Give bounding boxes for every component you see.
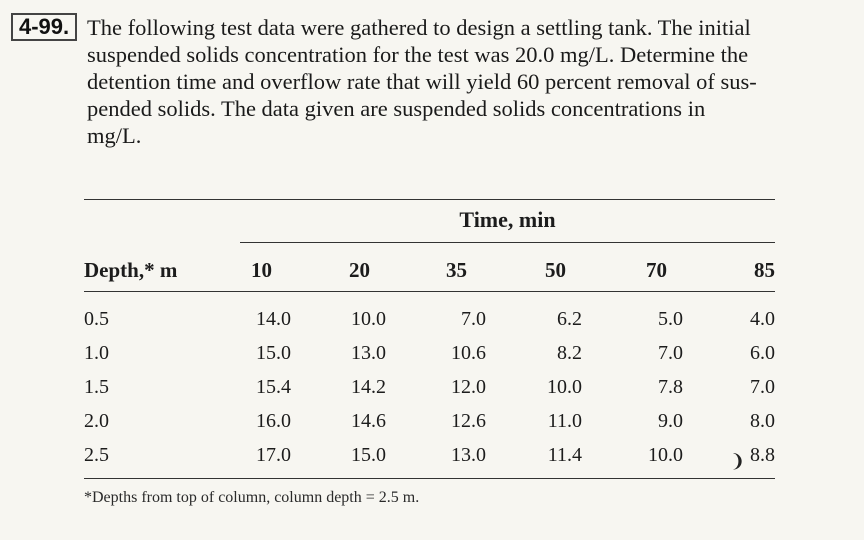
- time-header-35: 35: [446, 258, 467, 282]
- depth-column-header: Depth,* m: [84, 258, 178, 282]
- concentration-cell: 11.4: [547, 444, 582, 466]
- time-header-85: 85: [754, 258, 775, 282]
- table-footnote: *Depths from top of column, column depth = 2.5 m.: [84, 489, 420, 506]
- concentration-cell: 13.0: [451, 444, 486, 466]
- concentration-cell: 15.0: [351, 444, 386, 466]
- time-header-50: 50: [545, 258, 566, 282]
- concentration-cell: 10.0: [351, 308, 386, 330]
- concentration-cell: 11.0: [547, 410, 582, 432]
- concentration-cell: 14.2: [351, 376, 386, 398]
- concentration-cell: 5.0: [658, 308, 683, 330]
- concentration-cell: 15.4: [256, 376, 291, 398]
- concentration-cell: 7.0: [750, 376, 775, 398]
- concentration-cell: 12.0: [451, 376, 486, 398]
- concentration-cell: 16.0: [256, 410, 291, 432]
- concentration-cell: 8.8: [750, 444, 775, 466]
- header-bottom-rule: [84, 291, 775, 292]
- pencil-mark: ❩: [730, 451, 746, 471]
- concentration-cell: 8.2: [557, 342, 582, 364]
- span-header-rule: [240, 242, 775, 243]
- concentration-cell: 7.8: [658, 376, 683, 398]
- concentration-cell: 17.0: [256, 444, 291, 466]
- concentration-cell: 6.2: [557, 308, 582, 330]
- table-top-rule: [84, 199, 775, 200]
- concentration-cell: 14.0: [256, 308, 291, 330]
- problem-line: suspended solids concentration for the test was 20.0 mg/L. Determine the: [87, 42, 749, 67]
- concentration-cell: 10.0: [648, 444, 683, 466]
- concentration-cell: 10.0: [547, 376, 582, 398]
- problem-line: mg/L.: [87, 123, 142, 148]
- time-header-70: 70: [646, 258, 667, 282]
- problem-line: detention time and overflow rate that will yield 60 percent removal of sus-: [87, 69, 757, 94]
- time-header-10: 10: [251, 258, 272, 282]
- concentration-cell: 14.6: [351, 410, 386, 432]
- concentration-cell: 9.0: [658, 410, 683, 432]
- depth-cell: 2.5: [84, 444, 109, 466]
- concentration-cell: 10.6: [451, 342, 486, 364]
- time-header-20: 20: [349, 258, 370, 282]
- time-span-header: Time, min: [459, 207, 556, 232]
- problem-line: pended solids. The data given are suspended solids concentrations in: [87, 96, 706, 121]
- depth-cell: 1.5: [84, 376, 109, 398]
- depth-cell: 2.0: [84, 410, 109, 432]
- concentration-cell: 4.0: [750, 308, 775, 330]
- problem-statement: [87, 14, 827, 149]
- concentration-cell: 7.0: [461, 308, 486, 330]
- table-bottom-rule: [84, 478, 775, 479]
- concentration-cell: 8.0: [750, 410, 775, 432]
- depth-cell: 0.5: [84, 308, 109, 330]
- concentration-cell: 13.0: [351, 342, 386, 364]
- depth-cell: 1.0: [84, 342, 109, 364]
- concentration-cell: 15.0: [256, 342, 291, 364]
- concentration-cell: 12.6: [451, 410, 486, 432]
- concentration-cell: 7.0: [658, 342, 683, 364]
- problem-line: The following test data were gathered to design a settling tank. The initial: [87, 15, 751, 40]
- concentration-cell: 6.0: [750, 342, 775, 364]
- problem-number: 4-99.: [11, 13, 77, 41]
